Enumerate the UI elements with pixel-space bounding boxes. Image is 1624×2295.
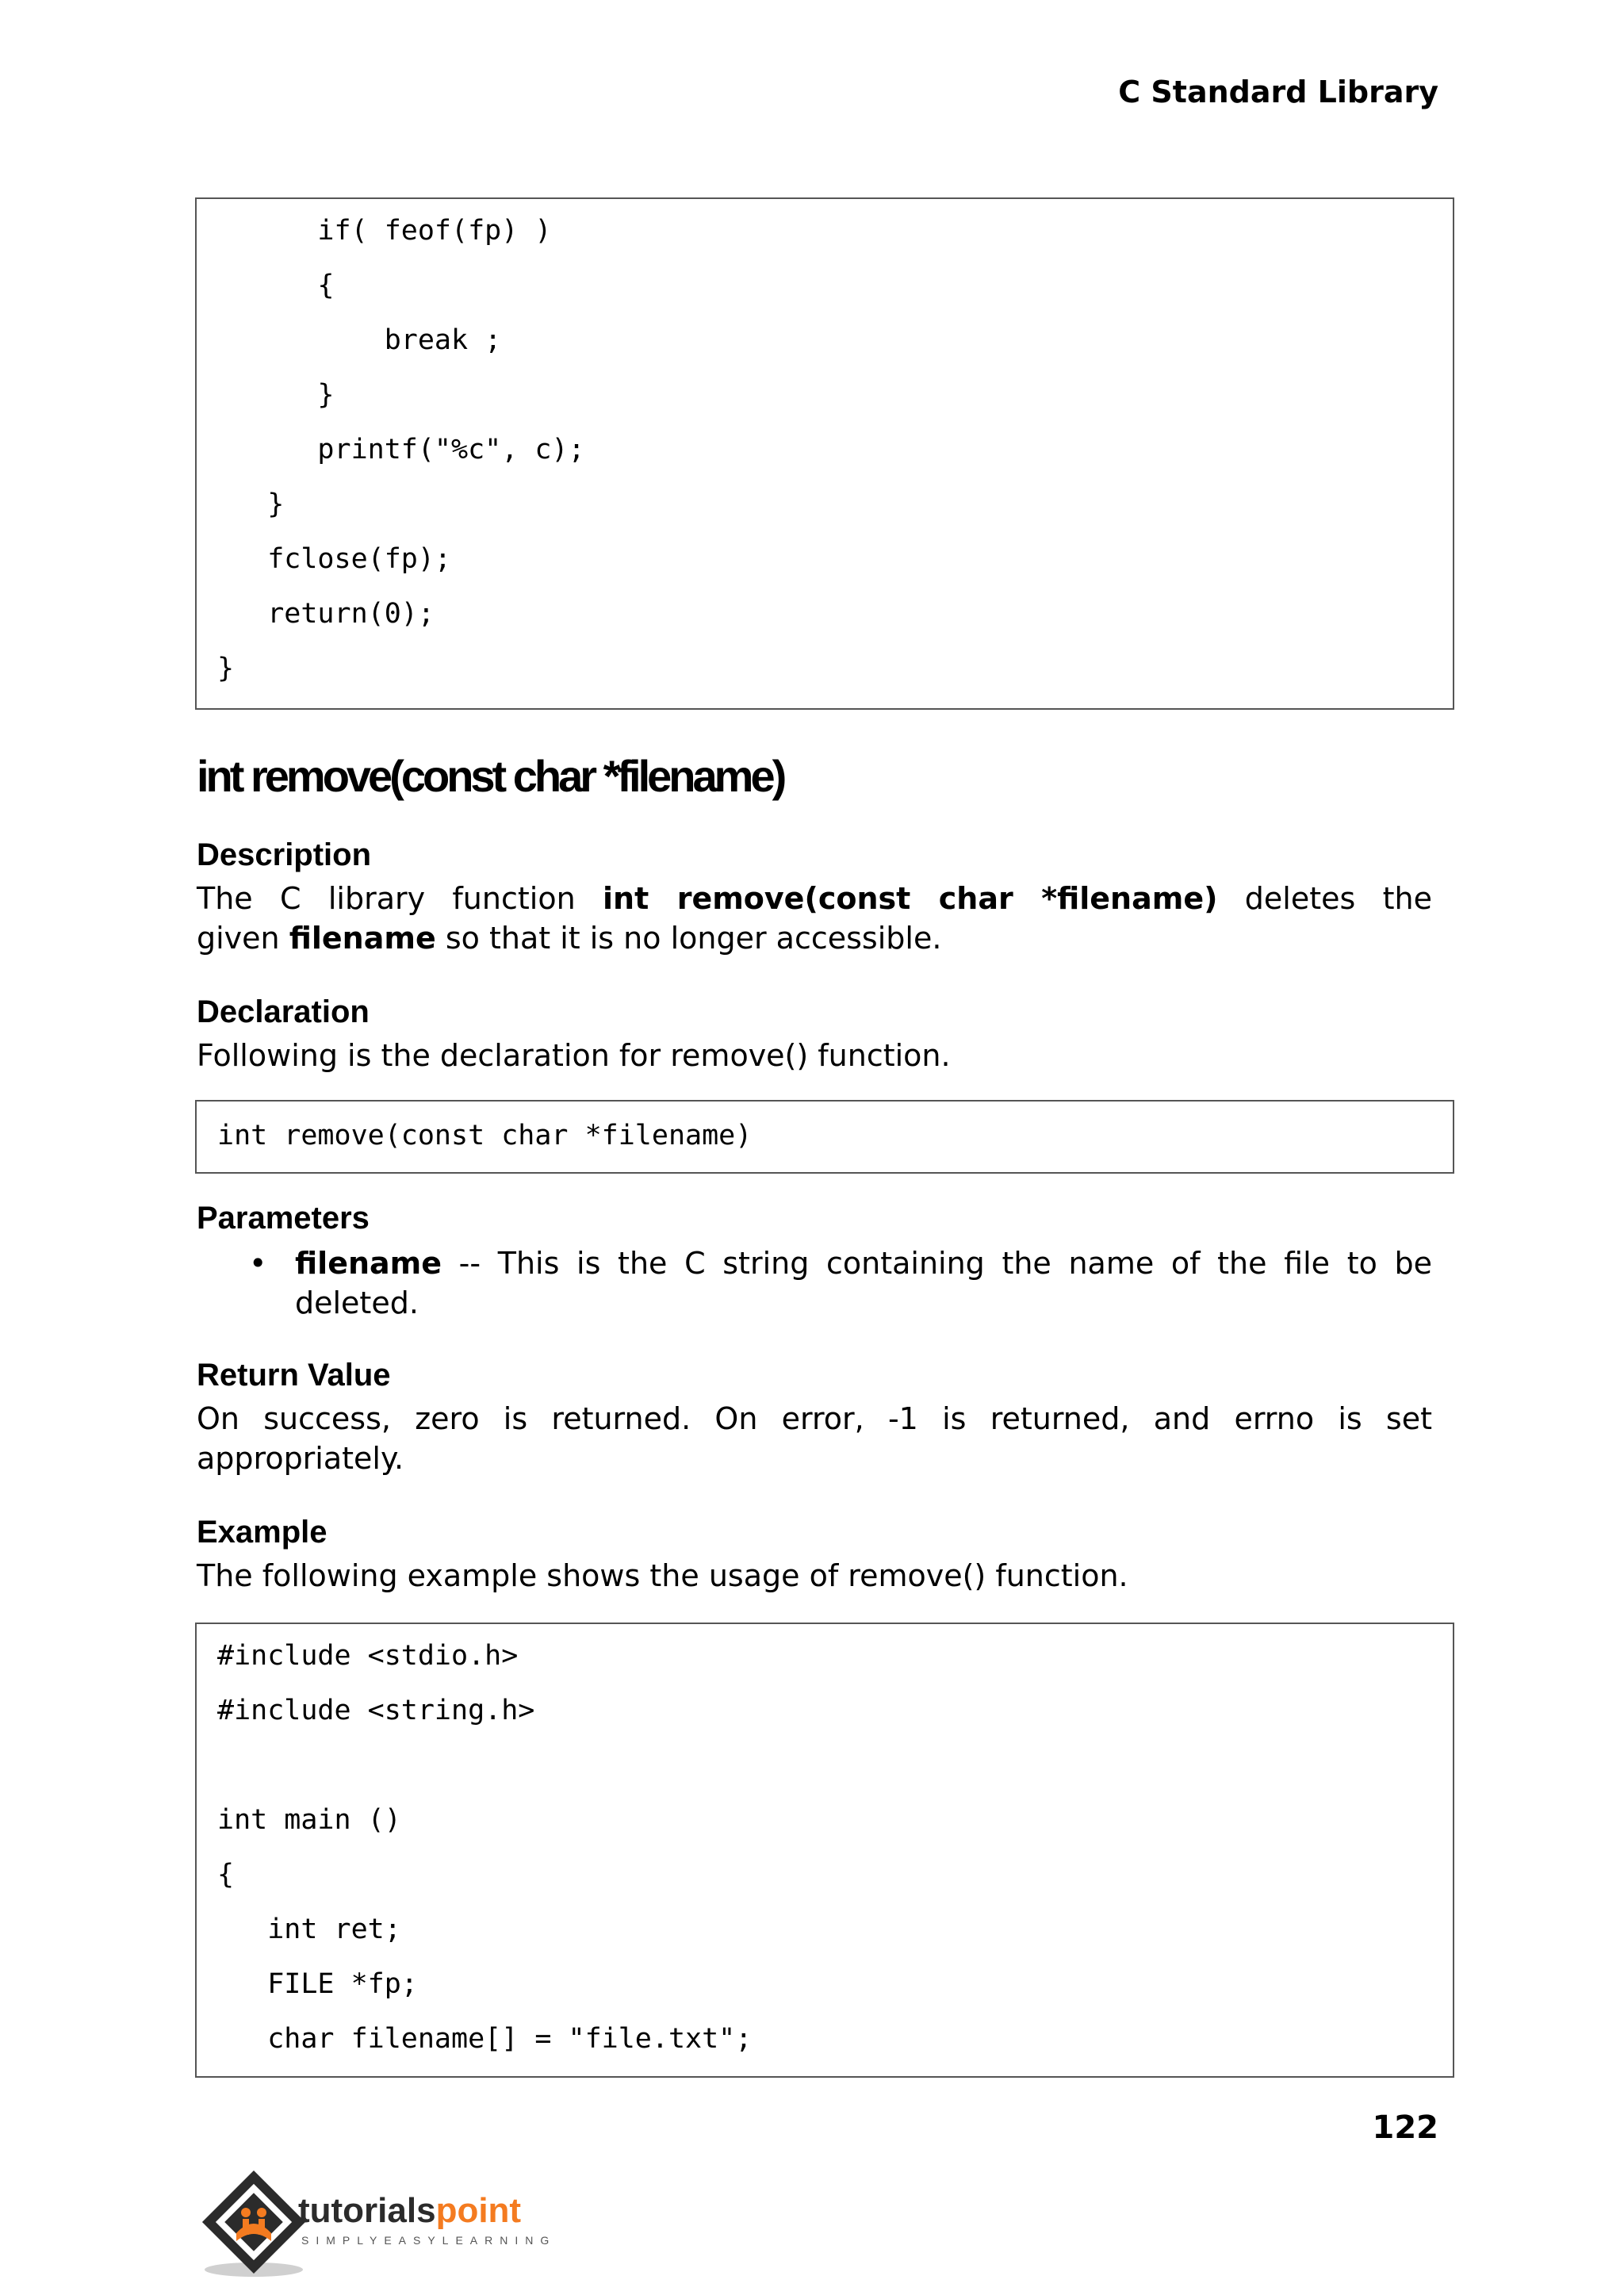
code-line: int main () [217, 1804, 401, 1836]
code-line: } [217, 379, 335, 411]
code-line: fclose(fp); [217, 543, 452, 575]
declaration-text: Following is the declaration for remove() function. [197, 1038, 951, 1073]
logo-tagline: SIMPLYEASYLEARNING [301, 2234, 557, 2247]
section-title: int remove(const char *filename) [197, 751, 784, 801]
bullet-icon: • [249, 1246, 267, 1281]
parameter-item-line-2: deleted. [295, 1285, 419, 1320]
description-line-2 [197, 918, 1432, 958]
code-line: return(0); [217, 598, 435, 630]
code-line: { [217, 1859, 235, 1891]
parameter-item-line-1 [295, 1243, 1432, 1283]
return-value-line-1: On success, zero is returned. On error, -1 is returned, and errno is set [197, 1401, 1432, 1436]
description-line-1 [197, 879, 1432, 918]
code-line: { [217, 270, 335, 301]
code-line: int remove(const char *filename) [217, 1120, 753, 1151]
declaration-heading: Declaration [197, 994, 370, 1029]
parameters-heading: Parameters [197, 1201, 370, 1236]
code-line: if( feof(fp) ) [217, 215, 552, 247]
code-line: #include <stdio.h> [217, 1640, 519, 1672]
parameter-description: -- This is the C string containing the name of the file to be [442, 1246, 1432, 1281]
logo-wordmark: tutorialspoint [298, 2191, 522, 2230]
description-text: given [197, 921, 289, 956]
page-number: 122 [1372, 2109, 1438, 2146]
tutorialspoint-logo [195, 2165, 576, 2284]
running-header: C Standard Library [1118, 75, 1438, 109]
code-line: #include <string.h> [217, 1695, 535, 1726]
description-heading: Description [197, 837, 372, 872]
code-line: printf("%c", c); [217, 434, 585, 466]
example-text: The following example shows the usage of remove() function. [197, 1558, 1128, 1593]
description-text: deletes the [1217, 881, 1432, 916]
code-line: } [217, 653, 235, 684]
return-value-line-2: appropriately. [197, 1441, 404, 1476]
code-block-continuation [195, 197, 1454, 710]
code-line: } [217, 489, 285, 520]
example-code-block [195, 1623, 1454, 2078]
code-line: int ret; [217, 1914, 401, 1945]
example-heading: Example [197, 1515, 327, 1550]
code-line: break ; [217, 324, 502, 356]
return-value-heading: Return Value [197, 1358, 391, 1393]
code-line: char filename[] = "file.txt"; [217, 2023, 753, 2055]
description-text: The C library function [197, 881, 603, 916]
declaration-code-block [195, 1100, 1454, 1174]
parameter-name: filename [295, 1246, 442, 1281]
code-line: FILE *fp; [217, 1968, 418, 2000]
filename-inline: filename [289, 921, 436, 956]
description-text: so that it is no longer accessible. [435, 921, 942, 956]
function-signature-inline: int remove(const char *filename) [602, 881, 1218, 916]
